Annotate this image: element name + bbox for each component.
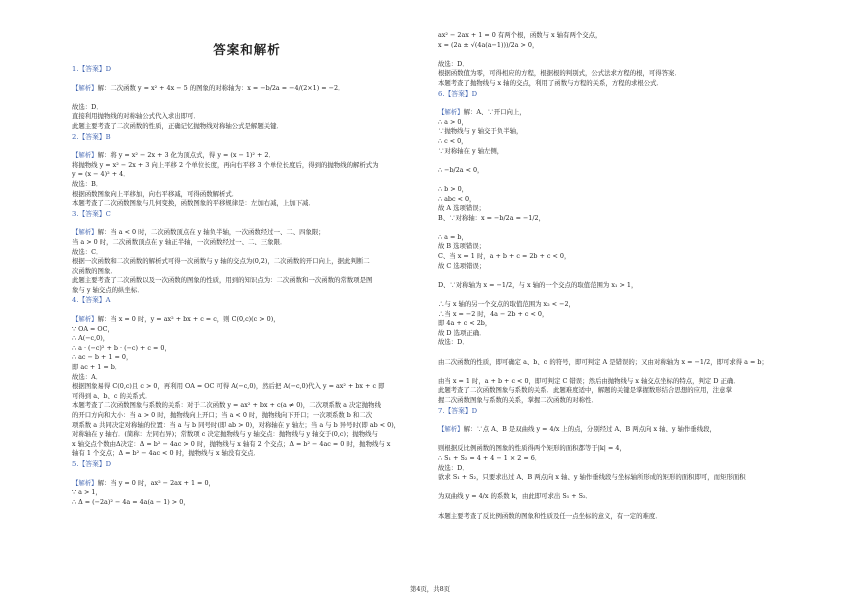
analysis-tag: 【解析】	[72, 478, 98, 487]
text-line: 本题考查了二次函数图象与几何变换，函数图象的平移规律是：左加右减，上加下减．	[72, 199, 315, 208]
text-line: y = (x − 4)² + 4．	[72, 170, 130, 179]
text-line: 本题考查了抛物线与 x 轴的交点，利用了函数与方程的关系，方程的求根公式．	[438, 78, 663, 87]
text-line: ∴ Δ = (−2a)² − 4a = 4a(a − 1) > 0，	[72, 497, 190, 506]
spacer	[72, 93, 422, 103]
spacer	[72, 305, 422, 315]
page-title: 答案和解析	[213, 42, 281, 57]
left-column	[72, 0, 422, 507]
text-line: B、∵对称轴：x = −b/2a = −1/2，	[438, 213, 545, 222]
analysis-text: 解：二次函数 y = x² + 4x − 5 的图象的对称轴为：x = −b/2a = −4/(2×1) = −2．	[97, 83, 345, 92]
spacer	[438, 271, 798, 281]
analysis-tag: 【解析】	[72, 151, 98, 160]
text-line: ∴ ac − b + 1 = 0，	[72, 353, 133, 362]
text-line: 为双曲线 y = 4/x 的系数 k，由此即可求出 S₁ + S₂．	[438, 492, 593, 501]
spacer	[72, 219, 422, 229]
text-line: 本题主要考查了反比例函数的图象和性质及任一点坐标的意义，有一定的难度．	[438, 511, 662, 520]
text-line: ∵对称轴在 y 轴左侧，	[438, 146, 504, 155]
spacer	[438, 416, 798, 426]
text-line: ∴当 x = −2 时，4a − 2b + c < 0，	[438, 309, 549, 318]
text-line: 根据函数值为零，可得相应的方程，根据根的判别式，公式法求方程的根，可得答案．	[438, 69, 681, 78]
text-line: ∴ b > 0，	[438, 184, 469, 193]
answer-heading: 6.【答案】D	[438, 89, 478, 98]
spacer	[438, 156, 798, 166]
text-line: 将抛物线 y = x² − 2x + 3 向上平移 2 个单位长度，再向右平移 3 个单位长度后，得到的抛物线的解析式为	[72, 160, 379, 169]
text-line: ∴ S₁ + S₂ = 4 + 4 − 1 × 2 = 6．	[438, 453, 542, 462]
analysis-text: 解：当 a < 0 时，二次函数顶点在 y 轴负半轴，一次函数经过一、二、四象限；	[97, 228, 325, 237]
page-footer: 第4页，共8页	[409, 585, 451, 593]
text-line: 故选：D．	[438, 463, 469, 472]
text-line: ∴ abc < 0，	[438, 194, 476, 203]
answer-heading: 4.【答案】A	[72, 296, 111, 305]
text-line: ax² − 2ax + 1 = 0 有两个根，函数与 x 轴有两个交点，	[438, 31, 602, 39]
text-line: x 轴交点个数由Δ决定：Δ = b² − 4ac > 0 时，抛物线与 x 轴有 2 个交点；Δ = b² − 4ac = 0 时，抛物线与 x	[72, 439, 391, 448]
text-line: 故选：D．	[438, 59, 469, 68]
text-line: 此题主要考查了二次函数以及一次函数的图象的性质，用到的知识点为：二次函数和一次函数的常数项是图	[72, 276, 373, 285]
text-line: ∵抛物线与 y 轴交于负半轴，	[438, 127, 523, 136]
text-line: ∴ a > 0，	[438, 117, 468, 126]
analysis-text: 解：当 x = 0 时，y = ax² + bx + c = c，则 C(0,c)(c > 0)，	[97, 315, 280, 324]
spacer	[438, 290, 798, 300]
text-line: 项系数 a 共同决定对称轴的位置：当 a 与 b 同号时(即 ab > 0)，对称轴在 y 轴左；当 a 与 b 异号时(即 ab < 0)，	[72, 420, 401, 429]
analysis-text: 解：A、∵开口向上，	[463, 108, 526, 117]
text-line: 对称轴在 y 轴右．(简称：左同右异)；常数项 c 决定抛物线与 y 轴交点：抛物线与 y 轴交于(0,c)；抛物线与	[72, 430, 378, 439]
text-line: 直接利用抛物线的对称轴公式代入求出即可．	[72, 112, 200, 121]
text-line: ∴与 x 轴的另一个交点的取值范围为 x₂ < −2，	[438, 300, 575, 309]
text-line: 即 ac + 1 = b．	[72, 363, 122, 372]
spacer	[72, 74, 422, 84]
text-line: 次函数的图象．	[72, 266, 117, 275]
text-line: C、当 x = 1 时，a + b + c = 2b + c < 0，	[438, 252, 571, 261]
text-line: 故 B 选项错误；	[438, 242, 486, 251]
text-line: 即 4a + c < 2b，	[438, 319, 492, 328]
answer-heading: 7.【答案】D	[438, 406, 478, 415]
text-line: ∵ a > 1，	[72, 488, 102, 497]
spacer	[72, 469, 422, 479]
analysis-text: 解：∵点 A、B 是双曲线 y = 4/x 上的点，分别经过 A、B 两点向 x 轴、y 轴作垂线段，	[463, 425, 716, 434]
text-line: 由二次函数的性质，即可确定 a、b、c 的符号，即可判定 A 是错误的；又由对称轴为 x = −1/2，即可求得 a = b；	[438, 357, 768, 366]
text-line: 故选：D．	[72, 102, 103, 111]
right-content	[438, 31, 798, 521]
text-line: ∴ a · (−c)² + b · (−c) + c = 0，	[72, 343, 171, 352]
text-line: 故选：C．	[72, 247, 103, 256]
text-line: D、∵对称轴为 x = −1/2，与 x 轴的一个交点的取值范围为 x₁ > 1，	[438, 280, 638, 289]
text-line: 本题考查了二次函数图象与系数的关系：对于二次函数 y = ax² + bx + c(a ≠ 0)，二次项系数 a 决定抛物线	[72, 401, 381, 410]
text-line: 轴有 1 个交点；Δ = b² − 4ac < 0 时，抛物线与 x 轴没有交点．	[72, 449, 260, 458]
text-line: 故 A 选项错误；	[438, 204, 486, 213]
analysis-text: 解：当 y = 0 时，ax² − 2ax + 1 = 0，	[97, 478, 215, 487]
right-column	[438, 31, 798, 521]
text-line: 象与 y 轴交点的纵坐标．	[72, 285, 144, 294]
analysis-tag: 【解析】	[72, 228, 98, 237]
spacer	[438, 502, 798, 512]
text-line: 根据一次函数和二次函数的解析式可得一次函数与 y 轴的交点为(0,2)，二次函数的开口向上，据此判断二	[72, 257, 370, 266]
spacer	[438, 223, 798, 233]
answer-heading: 1.【答案】D	[72, 65, 112, 73]
spacer	[438, 435, 798, 445]
text-line: 由当 x = 1 时，a + b + c < 0，即可判定 C 错误；然后由抛物线与 x 轴交点坐标的特点，判定 D 正确．	[438, 376, 740, 385]
text-line: 此题考查了二次函数图象与系数的关系．此题难度适中，解题的关键是掌握数形结合思想的应用，注意掌	[438, 386, 732, 395]
text-line: ∴ A(−c,0)，	[72, 334, 110, 343]
text-line: 则根据反比例函数的图象的性质得两个矩形的面积都等于|k| = 4，	[438, 444, 626, 453]
analysis-line	[72, 151, 422, 161]
spacer	[438, 483, 798, 493]
text-line: 的开口方向和大小：当 a > 0 时，抛物线向上开口；当 a < 0 时，抛物线向下开口；一次项系数 b 和二次	[72, 411, 373, 419]
text-line: 故选：B．	[72, 179, 103, 188]
spacer	[438, 175, 798, 185]
text-line: ∵ OA = OC，	[72, 324, 114, 333]
answer-heading: 3.【答案】C	[72, 209, 111, 218]
text-line: 故 D 选项正确．	[438, 328, 486, 337]
analysis-line	[438, 108, 798, 118]
spacer	[438, 348, 798, 358]
spacer	[438, 99, 798, 109]
analysis-text: 解：将 y = x² − 2x + 3 化为顶点式，得 y = (x − 1)² + 2．	[97, 151, 275, 160]
text-line: 根据图象易得 C(0,c)且 c > 0，再利用 OA = OC 可得 A(−c,0)，然后把 A(−c,0)代入 y = ax² + bx + c 即	[72, 382, 385, 391]
analysis-line	[72, 315, 422, 325]
text-line: 故 C 选项错误；	[438, 261, 486, 270]
analysis-line	[72, 479, 422, 489]
analysis-tag: 【解析】	[438, 425, 464, 434]
text-line: 当 a > 0 时，二次函数顶点在 y 轴正半轴，一次函数经过一、二、三象限．	[72, 237, 287, 246]
analysis-line	[438, 425, 798, 435]
answer-heading: 2.【答案】B	[72, 132, 111, 141]
text-line: 可得到 a、b、c 的关系式．	[72, 391, 152, 400]
analysis-tag: 【解析】	[72, 315, 98, 324]
text-line: ∴ a = b，	[438, 232, 468, 241]
text-line: ∴ −b/2a < 0，	[438, 165, 484, 174]
text-line: 此题主要考查了二次函数的性质，正确记忆抛物线对称轴公式是解题关键．	[72, 121, 283, 130]
spacer	[438, 367, 798, 377]
spacer	[72, 142, 422, 152]
text-line: ∴ c < 0，	[438, 136, 468, 145]
analysis-tag: 【解析】	[72, 83, 98, 92]
left-content	[72, 64, 422, 507]
text-line: 欲求 S₁ + S₂，只要求出过 A、B 两点向 x 轴、y 轴作垂线段与坐标轴所形成的矩形的面积即可，而矩形面积	[438, 473, 746, 482]
answer-heading: 5.【答案】D	[72, 459, 112, 468]
analysis-line	[72, 228, 422, 238]
text-line: 故选：D．	[438, 338, 469, 347]
text-line: x = (2a ± √(4a(a−1)))/2a > 0，	[438, 40, 539, 49]
spacer	[438, 50, 798, 60]
text-line: 握二次函数图象与系数的关系，掌握二次函数的对称性．	[438, 395, 598, 404]
text-line: 故选：A．	[72, 372, 103, 381]
analysis-tag: 【解析】	[438, 108, 464, 117]
text-line: 根据函数图象向上平移加，向右平移减，可得函数解析式．	[72, 189, 239, 198]
analysis-line	[72, 84, 422, 94]
